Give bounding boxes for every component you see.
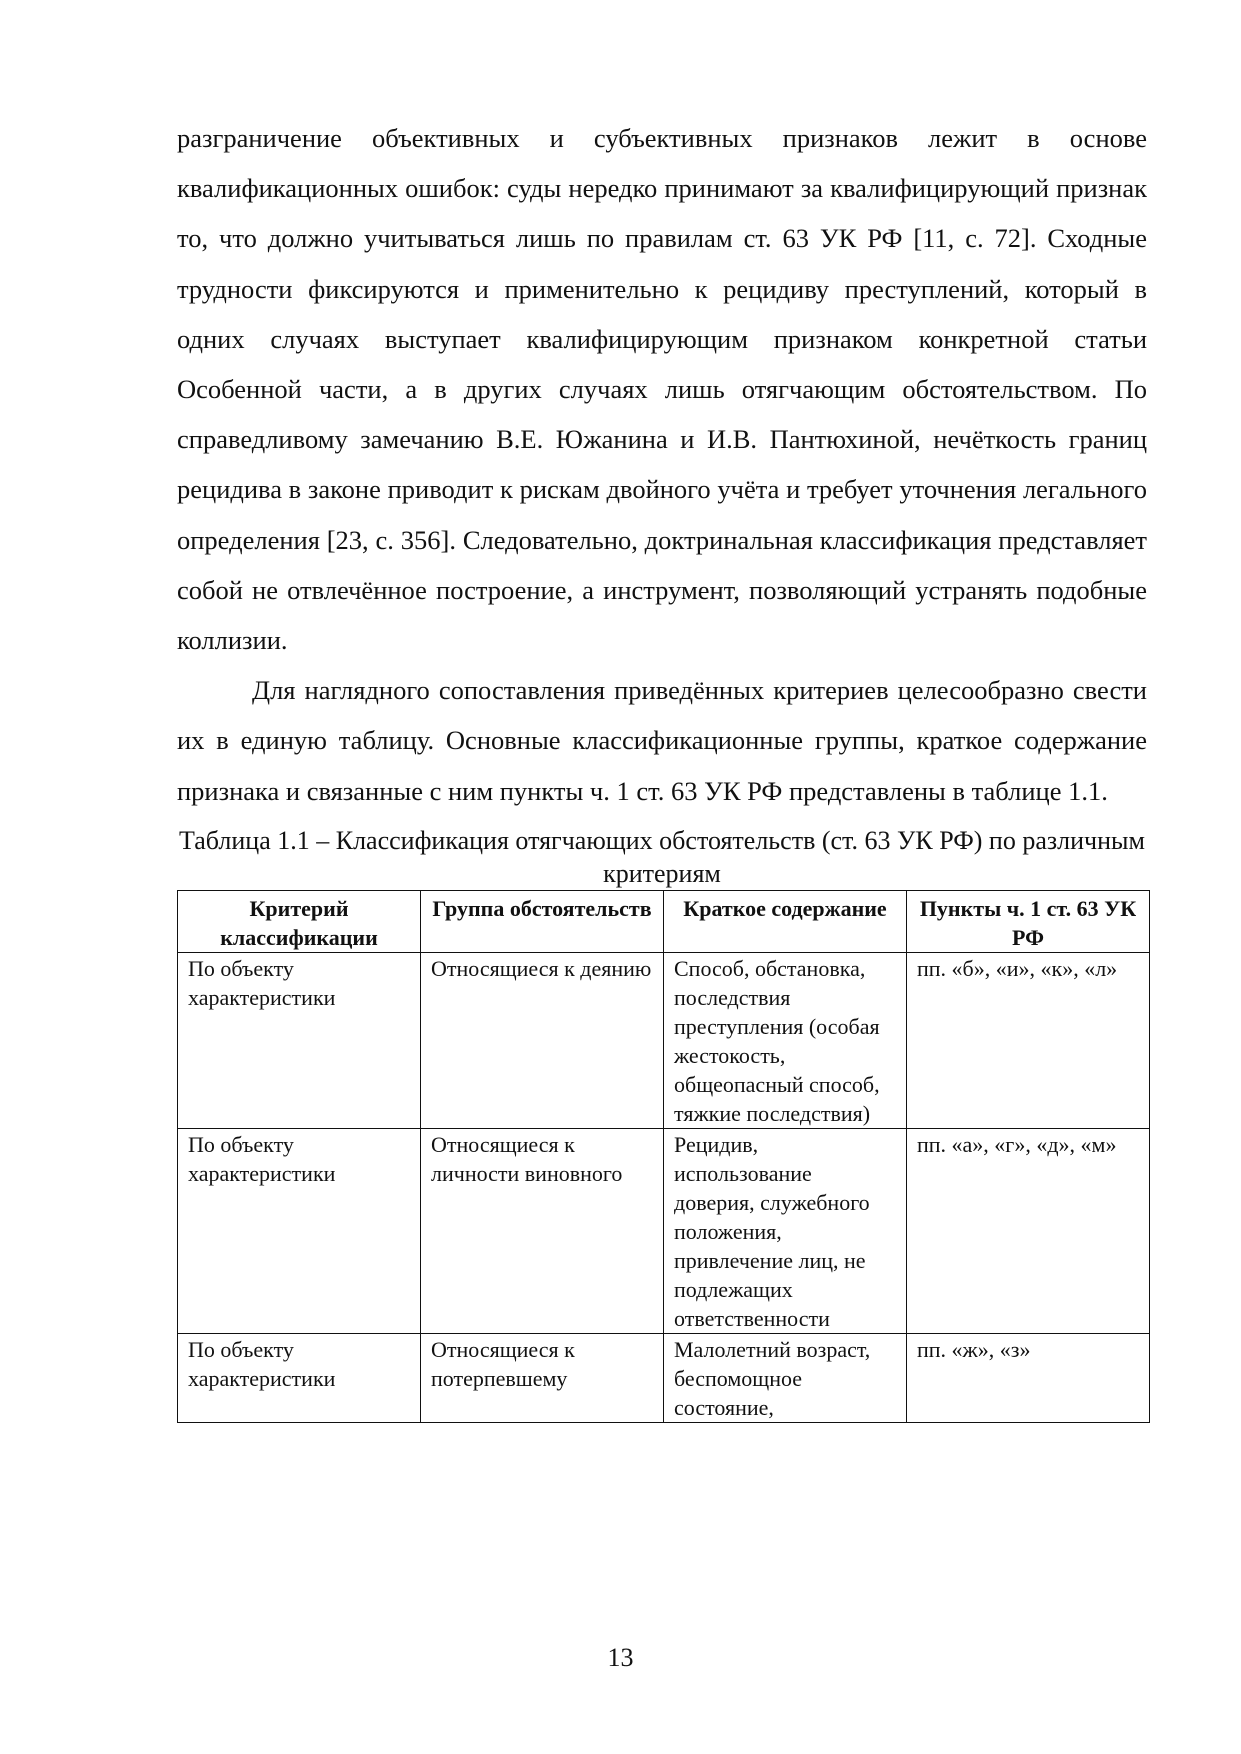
header-group: Группа обстоятельств <box>421 890 664 952</box>
table-row <box>178 1333 1150 1422</box>
cell-group: Относящиеся к деянию <box>421 952 664 1128</box>
page-number: 13 <box>607 1643 634 1672</box>
body-paragraph-2: Для наглядного сопоставления приведённых критериев целесообразно свести их в единую таблицу. Основные классификационные группы, краткое содержание признака и связанные с ним пункты ч. 1 ст. 63 УК РФ представлены в таблице 1.1. <box>177 675 1147 806</box>
cell-clauses: пп. «б», «и», «к», «л» <box>907 952 1150 1128</box>
page-content <box>177 113 1147 1423</box>
cell-clauses: пп. «а», «г», «д», «м» <box>907 1128 1150 1333</box>
cell-group: Относящиеся к потерпевшему <box>421 1333 664 1422</box>
table-caption: Таблица 1.1 – Классификация отягчающих обстоятельств (ст. 63 УК РФ) по различным критериям <box>179 825 1145 888</box>
cell-group: Относящиеся к личности виновного <box>421 1128 664 1333</box>
table-row <box>178 952 1150 1128</box>
cell-summary: Способ, обстановка, последствия преступления (особая жестокость, общеопасный способ, тяжкие последствия) <box>664 952 907 1128</box>
cell-criterion: По объекту характеристики <box>178 1333 421 1422</box>
header-summary: Краткое содержание <box>664 890 907 952</box>
cell-summary: Малолетний возраст, беспомощное состояние, <box>664 1333 907 1422</box>
table-header-row <box>178 890 1150 952</box>
body-paragraph-1: разграничение объективных и субъективных признаков лежит в основе квалификационных ошибок: суды нередко принимают за квалифицирующий признак то, что должно учитываться лишь по правилам ст. 63 УК РФ [11, с. 72]. Сходные трудности фиксируются и применительно к рецидиву преступлений, который в одних случаях выступает квалифицирующим признаком конкретной статьи Особенной части, а в других случаях лишь отягчающим обстоятельством. По справедливому замечанию В.Е. Южанина и И.В. Пантюхиной, нечёткость границ рецидива в законе приводит к рискам двойного учёта и требует уточнения легального определения [23, с. 356]. Следовательно, доктринальная классификация представляет собой не отвлечённое построение, а инструмент, позволяющий устранять подобные коллизии. <box>177 123 1147 656</box>
table-row <box>178 1128 1150 1333</box>
classification-table <box>177 890 1150 1423</box>
cell-criterion: По объекту характеристики <box>178 952 421 1128</box>
header-clauses: Пункты ч. 1 ст. 63 УК РФ <box>907 890 1150 952</box>
header-criterion: Критерий классификации <box>178 890 421 952</box>
cell-clauses: пп. «ж», «з» <box>907 1333 1150 1422</box>
cell-summary: Рецидив, использование доверия, служебного положения, привлечение лиц, не подлежащих ответственности <box>664 1128 907 1333</box>
cell-criterion: По объекту характеристики <box>178 1128 421 1333</box>
